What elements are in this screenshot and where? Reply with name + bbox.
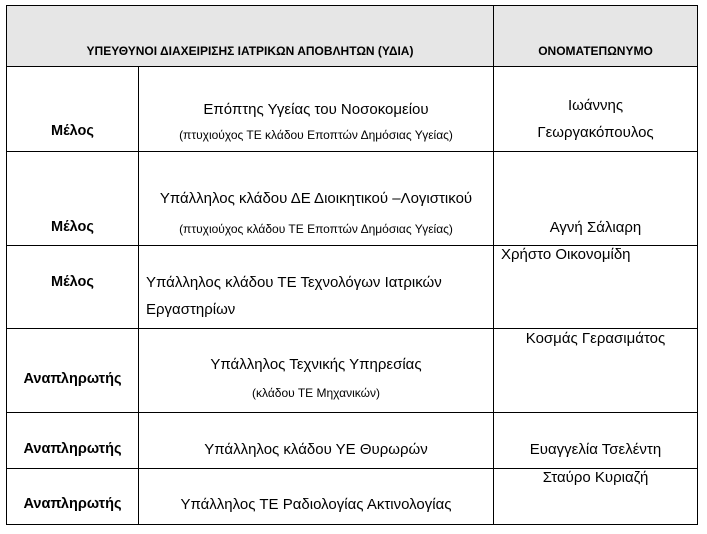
role-label: Αναπληρωτής: [23, 441, 122, 457]
role-cell: [7, 246, 139, 329]
header-fullname-cell: ΟΝΟΜΑΤΕΠΩΝΥΜΟ: [494, 6, 698, 67]
position-cell: [139, 413, 494, 469]
table-row: [7, 246, 698, 329]
position-title: Υπάλληλος ΤΕ Ραδιολογίας Ακτινολογίας: [180, 496, 452, 513]
person-name-last: Γεωργακόπουλος: [537, 124, 654, 141]
table-row: [7, 329, 698, 413]
role-label: Αναπληρωτής: [23, 496, 122, 512]
position-title: Υπάλληλος Τεχνικής Υπηρεσίας: [210, 356, 422, 373]
position-cell: [139, 246, 494, 329]
role-label: Μέλος: [51, 274, 94, 290]
table-row: [7, 469, 698, 525]
person-name: Ευαγγελία Τσελέντη: [529, 441, 662, 458]
position-title-line1: Υπάλληλος κλάδου ΤΕ Τεχνολόγων Ιατρικών: [146, 274, 442, 291]
position-title: Υπάλληλος κλάδου ΥΕ Θυρωρών: [204, 441, 428, 458]
position-title: Επόπτης Υγείας του Νοσοκομείου: [203, 101, 429, 118]
header-committee-cell: ΥΠΕΥΘΥΝΟΙ ΔΙΑΧΕΙΡΙΣΗΣ ΙΑΤΡΙΚΩΝ ΑΠΟΒΛΗΤΩΝ (ΥΔΙΑ): [7, 6, 494, 67]
position-cell: [139, 329, 494, 413]
role-label: Αναπληρωτής: [23, 371, 122, 387]
role-cell: [7, 329, 139, 413]
name-cell: [494, 67, 698, 152]
role-cell: [7, 413, 139, 469]
role-cell: [7, 152, 139, 246]
person-name: Κοσμάς Γερασιμάτος: [525, 330, 666, 347]
position-subtitle: (πτυχιούχος ΤΕ κλάδου Εποπτών Δημόσιας Υγείας): [179, 128, 453, 142]
table-row: [7, 413, 698, 469]
position-subtitle: (κλάδου ΤΕ Μηχανικών): [252, 386, 380, 400]
role-label: Μέλος: [51, 219, 94, 235]
name-cell: [494, 246, 698, 329]
person-name: Σταύρο Κυριαζή: [542, 469, 649, 486]
person-name: Χρήστο Οικονομίδη: [501, 246, 631, 263]
position-subtitle: (πτυχιούχος κλάδου ΤΕ Εποπτών Δημόσιας Υγείας): [179, 222, 453, 236]
table-header-row: [7, 6, 698, 67]
role-cell: [7, 67, 139, 152]
role-cell: [7, 469, 139, 525]
name-cell: [494, 329, 698, 413]
position-title-line2: Εργαστηρίων: [146, 301, 236, 318]
table-row: [7, 67, 698, 152]
person-name-first: Ιωάννης: [567, 97, 624, 114]
position-cell: [139, 152, 494, 246]
role-label: Μέλος: [51, 123, 94, 139]
committee-table: [6, 5, 698, 525]
name-cell: [494, 152, 698, 246]
person-name: Αγνή Σάλιαρη: [549, 219, 642, 236]
name-cell: [494, 413, 698, 469]
table-row: [7, 152, 698, 246]
position-title: Υπάλληλος κλάδου ΔΕ Διοικητικού –Λογιστικού: [159, 190, 473, 207]
name-cell: [494, 469, 698, 525]
position-cell: [139, 67, 494, 152]
position-cell: [139, 469, 494, 525]
